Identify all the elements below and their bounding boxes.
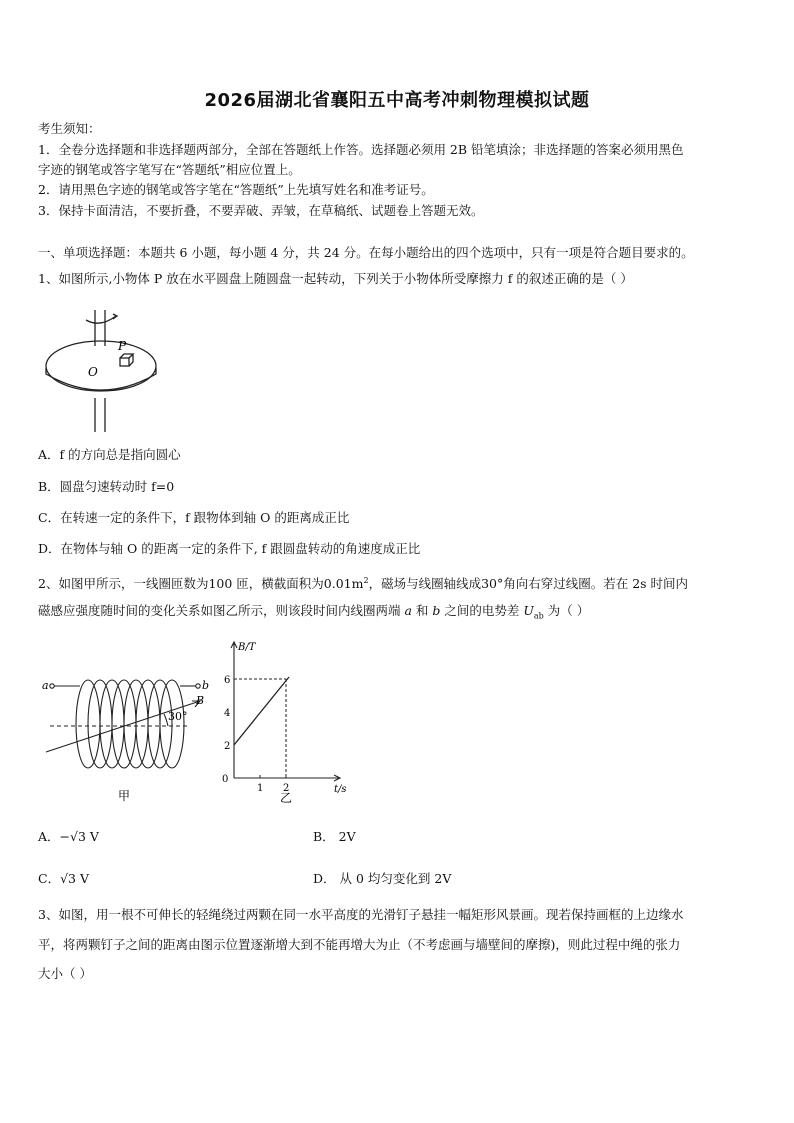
label-field-b: B bbox=[196, 694, 205, 707]
q1-option-c: C．在转速一定的条件下，f 跟物体到轴 O 的距离成正比 bbox=[38, 510, 350, 525]
q2-coil-figure bbox=[40, 664, 210, 804]
y-tick-label-2: 2 bbox=[224, 741, 231, 752]
label-p: P bbox=[118, 339, 127, 353]
q2-stem-line2: 磁感应强度随时间的变化关系如图乙所示，则该段时间内线圈两端 a 和 b 之间的电势差 $U_{ab}$ 为（ ） bbox=[38, 603, 590, 621]
graph-x-label: t/s bbox=[334, 784, 347, 795]
q3-line1: 3、如图，用一根不可伸长的轻绳绕过两颗在同一水平高度的光滑钉子悬挂一幅矩形风景画。现若保持画框的上边缘水 bbox=[38, 907, 684, 922]
q2-option-b: B． 2V bbox=[313, 829, 356, 844]
section-heading: 一、单项选择题：本题共 6 小题，每小题 4 分，共 24 分。在每小题给出的四个选项中，只有一项是符合题目要求的。 bbox=[38, 245, 694, 260]
graph-y-label: B/T bbox=[238, 642, 256, 653]
object-p bbox=[120, 358, 129, 366]
q1-disc-figure bbox=[40, 306, 162, 434]
label-a: a bbox=[42, 679, 49, 692]
label-o: O bbox=[88, 365, 98, 379]
data-line bbox=[234, 677, 289, 745]
x-tick-label-1: 1 bbox=[257, 783, 264, 794]
x-tick-label-2: 2 bbox=[283, 783, 290, 794]
notice-item-2: 2．请用黑色字迹的钢笔或答字笔在“答题纸”上先填写姓名和准考证号。 bbox=[38, 182, 434, 197]
label-jia: 甲 bbox=[118, 789, 131, 803]
q3-line3: 大小（ ） bbox=[38, 966, 92, 981]
label-yi: 乙 bbox=[280, 791, 293, 804]
q1-option-b: B．圆盘匀速转动时 f=0 bbox=[38, 479, 175, 494]
label-angle: 30° bbox=[168, 710, 188, 723]
y-tick-label-4: 4 bbox=[224, 708, 231, 719]
notice-item-1b: 字迹的钢笔或答字笔写在“答题纸”相应位置上。 bbox=[38, 162, 301, 177]
label-b: b bbox=[202, 679, 210, 692]
q2-stem-line1: 2、如图甲所示，一线圈匝数为100 匝，横截面积为$0.01m^2$，磁场与线圈轴线成30°角向右穿过线圈。若在 2s 时间内 bbox=[38, 576, 689, 592]
notice-item-3: 3．保持卡面清洁，不要折叠，不要弄破、弄皱，在草稿纸、试题卷上答题无效。 bbox=[38, 203, 484, 218]
q2-option-d: D． 从 0 均匀变化到 2V bbox=[313, 871, 452, 886]
q2-bt-graph bbox=[210, 636, 360, 804]
q1-option-d: D．在物体与轴 O 的距离一定的条件下, f 跟圆盘转动的角速度成正比 bbox=[38, 541, 421, 556]
q3-line2: 平，将两颗钉子之间的距离由图示位置逐渐增大到不能再增大为止（不考虑画与墙壁间的摩擦)，则此过程中绳的张力 bbox=[38, 937, 681, 952]
page-title: 2026届湖北省襄阳五中高考冲刺物理模拟试题 bbox=[204, 90, 590, 111]
rotation-arrow bbox=[86, 316, 116, 323]
disc bbox=[46, 341, 156, 391]
q2-option-a: A．−√3 V bbox=[38, 829, 99, 844]
y-tick-label-6: 6 bbox=[224, 675, 231, 686]
graph-origin: 0 bbox=[222, 774, 229, 785]
q2-option-c: C．√3 V bbox=[38, 871, 89, 886]
notice-item-1a: 1．全卷分选择题和非选择题两部分，全部在答题纸上作答。选择题必须用 2B 铅笔填涂；非选择题的答案必须用黑色 bbox=[38, 142, 684, 157]
q1-stem: 1、如图所示,小物体 P 放在水平圆盘上随圆盘一起转动，下列关于小物体所受摩擦力 f 的叙述正确的是（ ） bbox=[38, 271, 633, 286]
q1-option-a: A．f 的方向总是指向圆心 bbox=[38, 447, 181, 462]
notice-heading: 考生须知： bbox=[38, 121, 101, 136]
